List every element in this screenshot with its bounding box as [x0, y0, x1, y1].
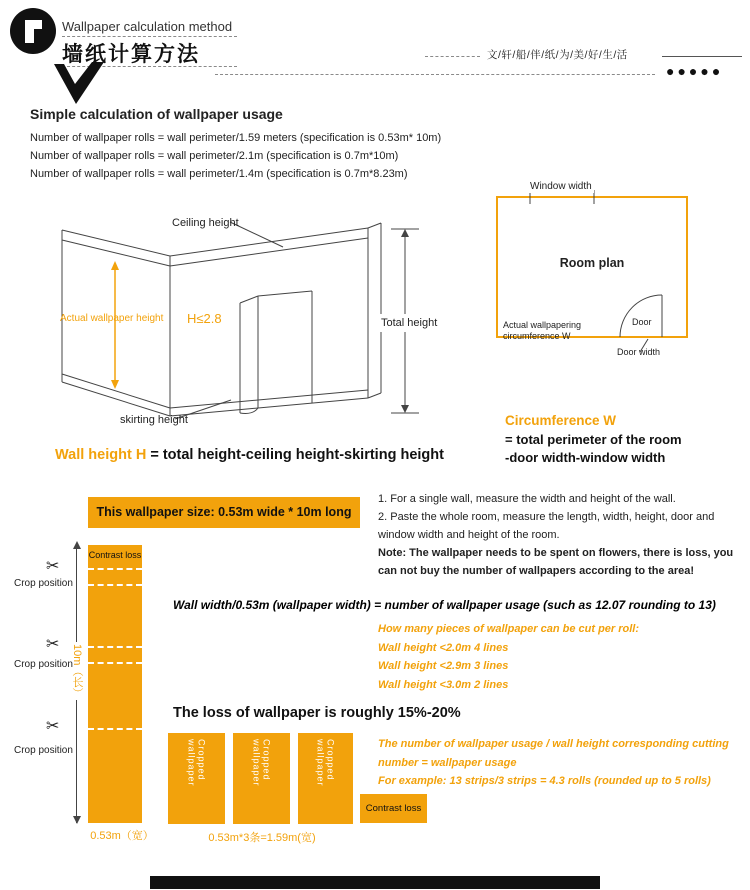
cut-line	[88, 646, 142, 648]
wallpapering-label-line1: Actual wallpapering	[503, 320, 582, 330]
ceiling-height-label: Ceiling height	[172, 217, 239, 229]
instruction-step: 1. For a single wall, measure the width and height of the wall.	[378, 493, 676, 505]
dashed-divider	[215, 74, 655, 75]
cropped-strip	[298, 733, 353, 824]
brand-logo	[10, 8, 56, 54]
height-note: H≤2.8	[187, 311, 222, 326]
wall-height-formula-rest: = total height-ceiling height-skirting height	[146, 447, 444, 463]
contrast-loss-label: Contrast loss	[88, 550, 142, 560]
footer-bar	[150, 876, 600, 889]
window-width-label: Window width	[530, 181, 592, 192]
cropped-strip-label: Cropped wallpaper	[251, 739, 272, 787]
dots-ornament: ●●●●●	[666, 63, 724, 79]
door-width-label: Door width	[617, 347, 661, 357]
wallpaper-roll-strip	[88, 545, 142, 823]
header-subtitle: Wallpaper calculation method	[62, 19, 233, 34]
calc-line: Number of wallpaper rolls = wall perimeter/1.59 meters (specification is 0.53m* 10m)	[30, 132, 442, 144]
cropped-strip	[168, 733, 225, 824]
header-title: 墙纸计算方法	[62, 43, 200, 66]
scissors-icon: ✂	[46, 634, 60, 653]
cropped-strip	[233, 733, 290, 824]
ribbon-icon	[50, 62, 108, 107]
skirting-height-label: skirting height	[120, 414, 188, 426]
cut-line	[88, 584, 142, 586]
actual-wallpaper-height-label: Actual wallpaper height	[60, 313, 164, 324]
instruction-step: 2. Paste the whole room, measure the length, width, height, door and window width and height of the room.	[378, 511, 715, 541]
wallpapering-circumference-label	[503, 320, 581, 342]
calc-line: Number of wallpaper rolls = wall perimeter/2.1m (specification is 0.7m*10m)	[30, 150, 399, 162]
door-label: Door	[632, 317, 652, 327]
wallpaper-size-label: This wallpaper size: 0.53m wide * 10m long	[96, 505, 352, 519]
circumference-line: = total perimeter of the room	[505, 432, 682, 447]
wall-height-formula	[55, 446, 444, 464]
wall-width-formula: Wall width/0.53m (wallpaper width) = number of wallpaper usage (such as 12.07 rounding to 13)	[173, 598, 716, 612]
wallpaper-size-box	[88, 497, 360, 528]
cut-note-line: Wall height <2.0m 4 lines	[378, 641, 509, 654]
roll-length-label: 10m（长）	[71, 644, 83, 699]
instructions-block	[378, 490, 744, 580]
cropped-strip-label: Cropped wallpaper	[315, 739, 336, 787]
cropped-total-width-label: 0.53m*3条=1.59m(宽)	[208, 832, 316, 844]
rule-divider	[662, 56, 742, 57]
wall-height-formula-highlight: Wall height H	[55, 447, 147, 463]
circumference-line: -door width-window width	[505, 450, 666, 465]
usage-example: For example: 13 strips/3 strips = 4.3 rolls (rounded up to 5 rolls)	[378, 775, 711, 787]
dash-divider	[425, 56, 480, 57]
crop-position-label: Crop position	[14, 578, 73, 589]
contrast-loss-box-label: Contrast loss	[365, 803, 422, 814]
wallpapering-label-line2: circumference W	[503, 331, 571, 341]
loss-statement: The loss of wallpaper is roughly 15%-20%	[173, 705, 461, 721]
scissors-icon: ✂	[46, 716, 60, 735]
room-plan-title: Room plan	[559, 256, 625, 270]
logo-icon	[10, 8, 56, 54]
measure-arrow-top	[73, 541, 81, 549]
cropped-strip-label: Cropped wallpaper	[186, 739, 207, 787]
usage-rule: The number of wallpaper usage / wall height corresponding cutting number = wallpaper usage	[378, 738, 729, 769]
circumference-title: Circumference W	[505, 413, 617, 428]
roll-width-label: 0.53m（宽）	[90, 830, 154, 842]
instruction-note: Note: The wallpaper needs to be spent on flowers, there is loss, you can not buy the number of wallpapers according to the area!	[378, 547, 734, 577]
dashed-divider	[62, 36, 237, 37]
cut-line	[88, 568, 142, 570]
cut-line	[88, 728, 142, 730]
contrast-loss-box	[360, 794, 427, 823]
header-slogan: 文/轩/船/伴/纸/为/美/好/生/活	[487, 49, 628, 61]
simple-calc-title: Simple calculation of wallpaper usage	[30, 106, 283, 122]
cut-note-line: Wall height <3.0m 2 lines	[378, 678, 509, 691]
measure-arrow-bottom	[73, 816, 81, 824]
total-height-label: Total height	[379, 314, 439, 332]
cut-line	[88, 662, 142, 664]
cut-note-line: Wall height <2.9m 3 lines	[378, 660, 509, 672]
cut-notes	[378, 620, 639, 694]
usage-notes	[378, 735, 744, 791]
calc-line: Number of wallpaper rolls = wall perimeter/1.4m (specification is 0.7m*8.23m)	[30, 168, 408, 180]
crop-position-label: Crop position	[14, 745, 73, 756]
crop-position-label: Crop position	[14, 659, 73, 670]
scissors-icon: ✂	[46, 556, 60, 575]
cut-notes-title: How many pieces of wallpaper can be cut per roll:	[378, 623, 640, 635]
